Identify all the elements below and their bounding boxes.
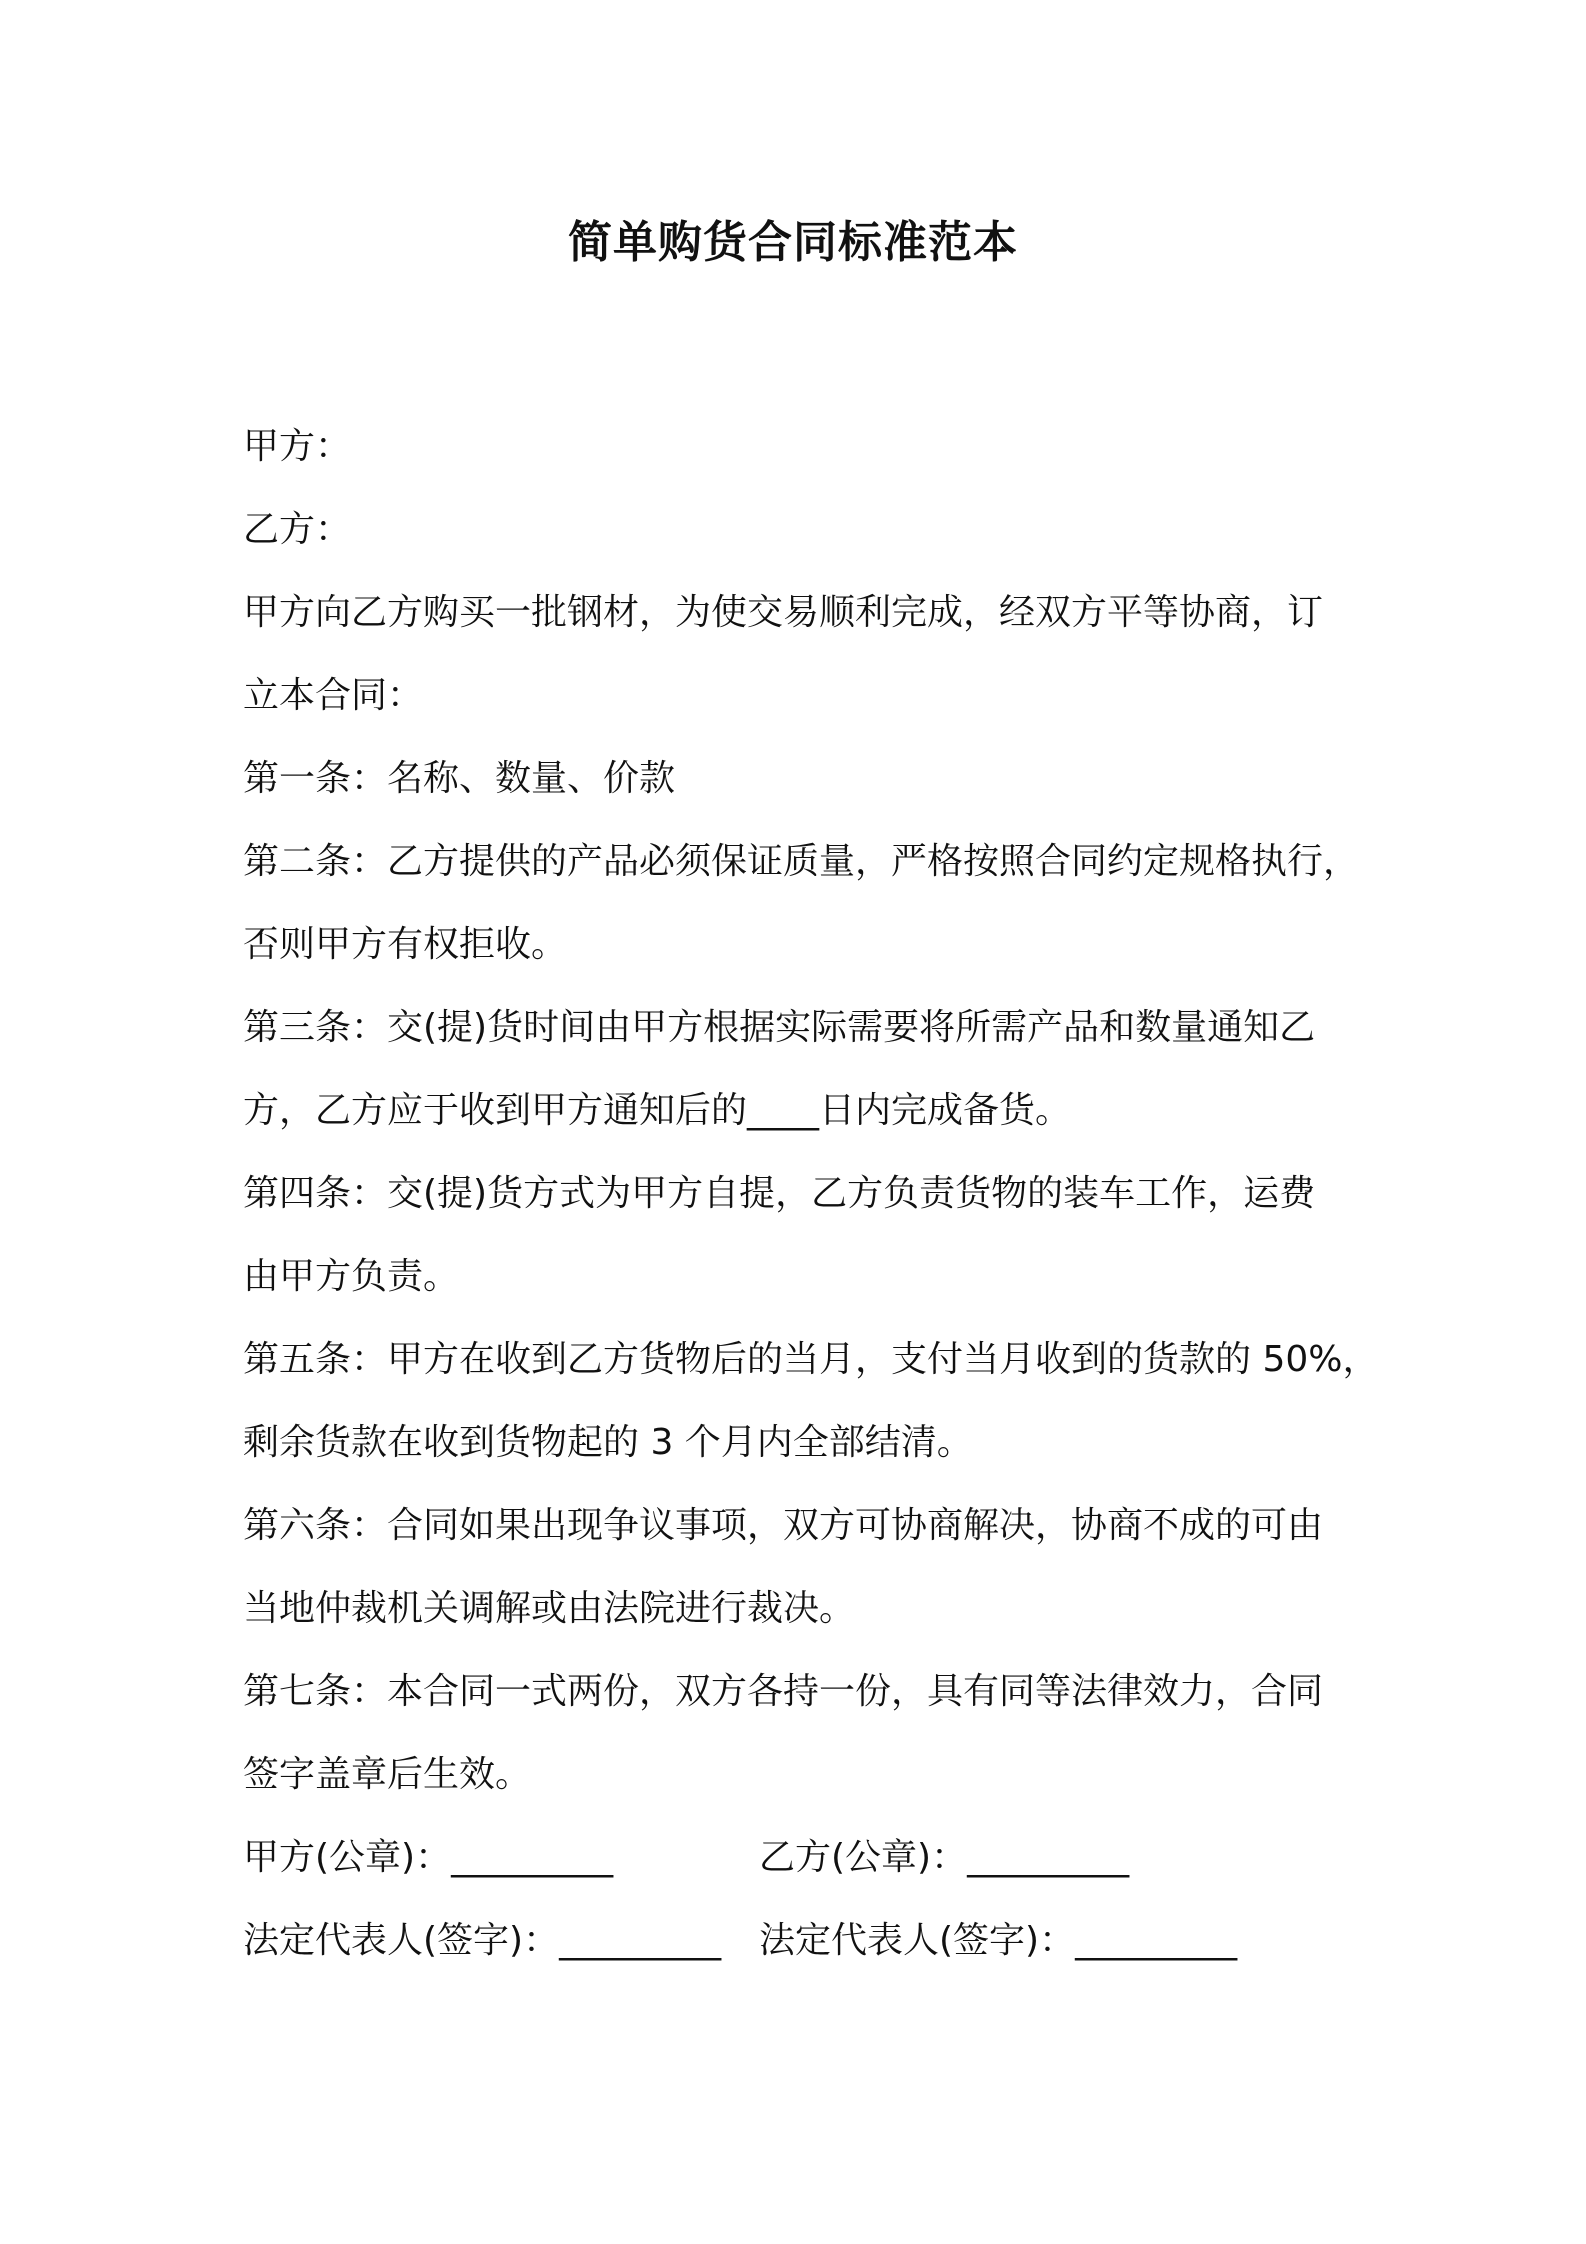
article-6-line: 第六条：合同如果出现争议事项，双方可协商解决，协商不成的可由 [243,1505,1324,1546]
party-b-representative-field: 法定代表人(签字)：_________ [759,1920,1238,1961]
contract-body [243,405,1379,1982]
article-7-line: 签字盖章后生效。 [243,1754,532,1795]
party-a-seal-field: 甲方(公章)：_________ [243,1837,614,1878]
document-title: 简单购货合同标准范本 [568,217,1018,268]
article-2-line: 否则甲方有权拒收。 [243,924,568,965]
intro-line: 立本合同： [243,675,424,716]
party-a-line: 甲方： [243,426,352,467]
article-4-line: 由甲方负责。 [243,1256,460,1297]
seal-row [243,1816,1373,1899]
party-b-seal-field: 乙方(公章)：_________ [759,1837,1130,1878]
article-4-line: 第四条：交(提)货方式为甲方自提，乙方负责货物的装车工作，运费 [243,1173,1316,1214]
article-3-line: 方，乙方应于收到甲方通知后的____日内完成备货。 [243,1090,1072,1131]
party-b-line: 乙方： [243,509,352,550]
article-6-line: 当地仲裁机关调解或由法院进行裁决。 [243,1588,856,1629]
article-3-line: 第三条：交(提)货时间由甲方根据实际需要将所需产品和数量通知乙 [243,1007,1316,1048]
article-1-line: 第一条：名称、数量、价款 [243,758,676,799]
article-5-line: 剩余货款在收到货物起的 3 个月内全部结清。 [243,1422,973,1463]
representative-row [243,1899,1373,1982]
article-2-line: 第二条：乙方提供的产品必须保证质量，严格按照合同约定规格执行， [243,841,1360,882]
article-7-line: 第七条：本合同一式两份，双方各持一份，具有同等法律效力，合同 [243,1671,1324,1712]
party-a-representative-field: 法定代表人(签字)：_________ [243,1920,722,1961]
intro-line: 甲方向乙方购买一批钢材，为使交易顺利完成，经双方平等协商，订 [243,592,1324,633]
article-5-line: 第五条：甲方在收到乙方货物后的当月，支付当月收到的货款的 50%， [243,1339,1379,1380]
